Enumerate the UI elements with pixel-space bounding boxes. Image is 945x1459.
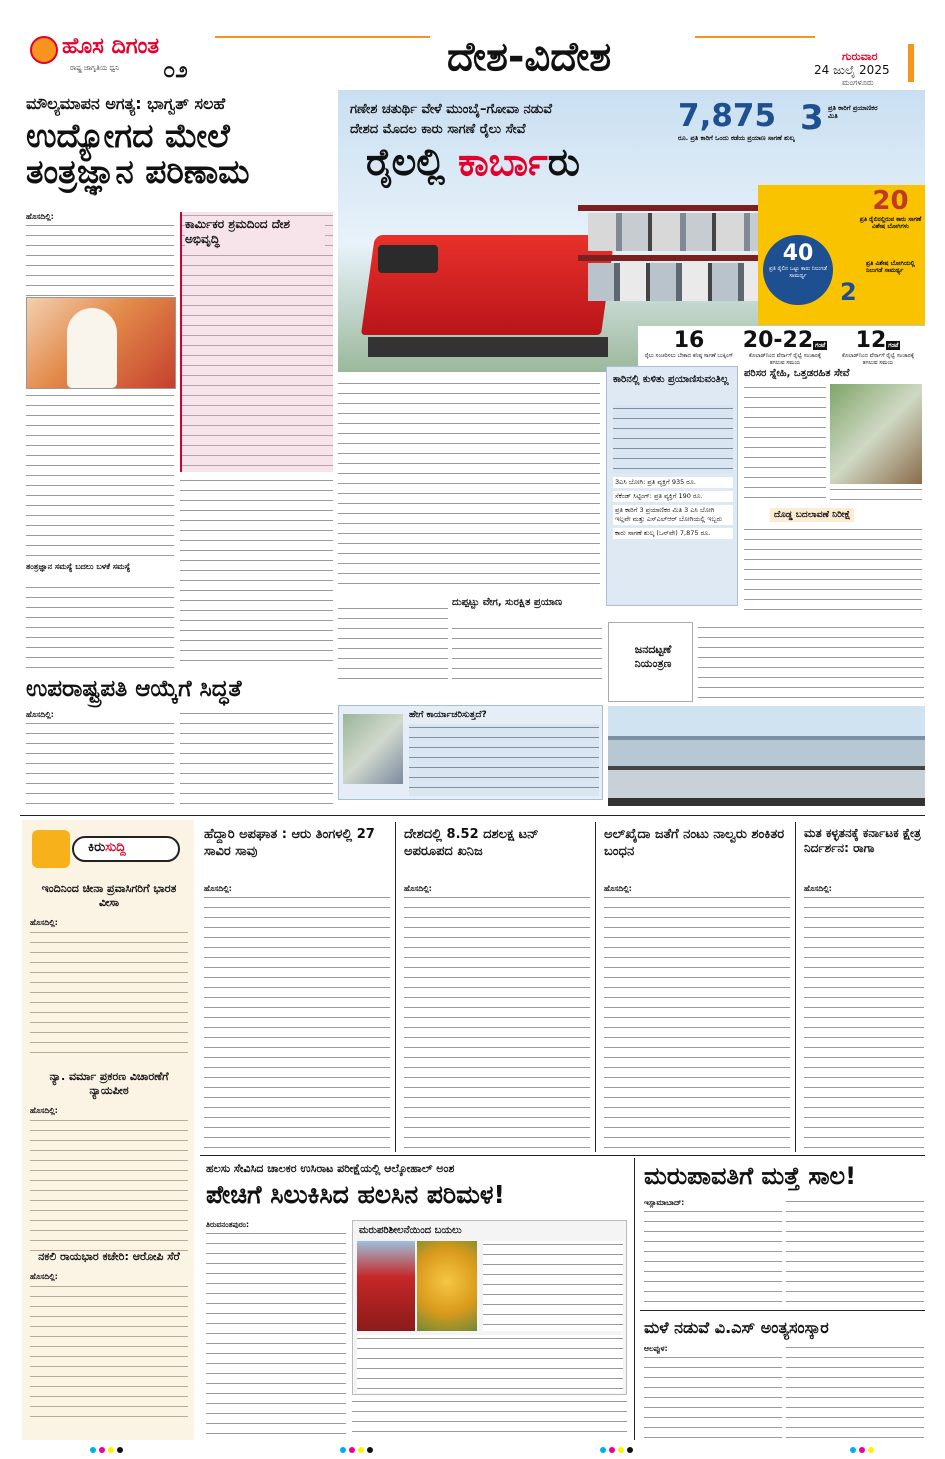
- kiru-item-3: [30, 1250, 188, 1423]
- stat-20-value: 20: [872, 186, 909, 216]
- story-dateline: ಹೊಸದಿಲ್ಲಿ:: [404, 884, 432, 893]
- stat-12-unit: ಗಂಟೆ: [888, 342, 899, 349]
- story-highway: [200, 822, 390, 1152]
- train-headline-b: ಕಾರ್: [458, 140, 548, 184]
- stat-16: [644, 328, 734, 360]
- stat-3-value: 3: [800, 98, 824, 138]
- eco-title: ಪರಿಸರ ಸ್ನೇಹಿ, ಒತ್ತಡರಹಿತ ಸೇವೆ: [744, 368, 850, 379]
- story-dateline: ಹೊಸದಿಲ್ಲಿ:: [204, 884, 232, 893]
- car-box-bullet-1: 3ಎಸಿ ಬೋಗಿ: ಪ್ರತಿ ವ್ಯಕ್ತಿಗೆ 935 ರೂ.: [613, 477, 733, 488]
- col-divider-4: [634, 1158, 635, 1440]
- kiru-label-a: ಕಿರು: [88, 840, 106, 855]
- car-box-bullet-2: ಸೆಕೆಂಡ್ ಸಿಟ್ಟಿಂಗ್: ಪ್ರತಿ ವ್ಯಕ್ತಿಗೆ 190 ರೂ.: [613, 491, 733, 502]
- lead-photo: [26, 297, 176, 389]
- kiru-item-1: [30, 882, 188, 1059]
- story-title: ಅಲ್‌ಖೈದಾ ಜತೆಗೆ ನಂಟು ನಾಲ್ವರು ಶಂಕಿತರ ಬಂಧನ: [604, 827, 785, 859]
- masthead-divider: [215, 36, 430, 38]
- lead-story: [20, 92, 335, 674]
- kiru-item-title: ನ್ಯಾ. ವರ್ಮಾ ಪ್ರಕರಣ ವಿಚಾರಣೆಗೆ ನ್ಯಾಯಪೀಠ: [49, 1070, 169, 1097]
- jack-dateline: ತಿರುವನಂತಪುರಂ:: [206, 1220, 250, 1229]
- maru-headline: ಮರುಪಾವತಿಗೆ ಮತ್ತೆ ಸಾಲ!: [644, 1162, 857, 1190]
- kiru-item-dateline: ಹೊಸದಿಲ್ಲಿ:: [30, 918, 58, 927]
- stat-40-value: 40: [782, 241, 814, 266]
- city: ಮಂಗಳೂರು: [842, 78, 874, 87]
- stat-fare-value: 7,875: [678, 98, 777, 134]
- crowd-section: [608, 622, 925, 807]
- stat-16-label: ರೈಲು ಸಂಚರಿಸಲು ಬೇಕಾದ ಕನಿಷ್ಠ ಸಾಗಣೆ ಬುಕ್ಕಿಂಗ್: [644, 353, 734, 359]
- story-title: ಮತ ಕಳ್ಳತನಕ್ಕೆ ಕರ್ನಾಟಕ ಕ್ಷೇತ್ರ ನಿರ್ದರ್ಶನ: ರಾಗಾ: [804, 826, 921, 855]
- logo-tagline: ರಾಷ್ಟ್ರ ಜಾಗೃತಿಯ ಧ್ವನಿ: [70, 64, 120, 72]
- car-box-bullet-4: ಕಾರು ಸಾಗಣೆ ಶುಲ್ಕ (ಒನ್‌ವೇ) 7,875 ರೂ.: [613, 528, 733, 539]
- eco-subtitle: ದೊಡ್ಡ ಬದಲಾವಣೆ ನಿರೀಕ್ಷೆ: [770, 508, 854, 522]
- masthead-divider-right: [695, 36, 815, 38]
- train-headline-c: ಬಾರು: [547, 140, 580, 184]
- eco-photo: [830, 384, 922, 484]
- masthead: [0, 0, 945, 90]
- jackfruit-photo: [417, 1241, 477, 1331]
- stat-12: [834, 328, 922, 367]
- lead-body-left-3: [26, 584, 174, 670]
- howto-section: [338, 705, 603, 800]
- stat-2: [838, 258, 923, 318]
- col-divider-1: [395, 822, 396, 1152]
- logo-emblem-icon: [30, 36, 58, 64]
- car-box-bullet-3: ಪ್ರತಿ ಕಾರಿಗೆ 3 ಪ್ರಯಾಣಿಕರ ಮಿತಿ 3 ಎಸಿ ಬೋಗಿ ಇಲ್ಲವೇ ಮತ್ತು ಎಸ್ಎಲ್ಆರ್ ಬೋಗಿಯಲ್ಲಿ ಇಬ್ಬರು: [613, 505, 733, 525]
- stat-fare: [678, 98, 796, 160]
- speed-title: ದುಪ್ಪಟ್ಟು ವೇಗ, ಸುರಕ್ಷಿತ ಪ್ರಯಾಣ: [452, 597, 563, 608]
- maru-divider: [640, 1310, 925, 1311]
- jack-headline: ಪೇಚಿಗೆ ಸಿಲುಕಿಸಿದ ಹಲಸಿನ ಪರಿಮಳ!: [206, 1180, 505, 1209]
- jack-kicker: ಹಲಸು ಸೇವಿಸಿದ ಚಾಲಕರ ಉಸಿರಾಟ ಪರೀಕ್ಷೆಯಲ್ಲಿ ಆಲ್ಕೋಹಾಲ್ ಅಂಶ: [206, 1162, 455, 1175]
- col-divider-2: [595, 822, 596, 1152]
- stat-2022: [742, 328, 828, 367]
- date: 24 ಜುಲೈ 2025: [814, 63, 890, 77]
- stat-20-label: ಪ್ರತಿ ರೈಲಿನಲ್ಲಿರುವ ಕಾರು ಸಾಗಣೆ ವಿಶೇಷ ಬೋಗಿಗಳು: [859, 216, 922, 230]
- story-title: ಹೆದ್ದಾರಿ ಅಪಘಾತ : ಆರು ತಿಂಗಳಲ್ಲಿ 27 ಸಾವಿರ ಸಾವು: [204, 827, 375, 859]
- jack-box-title: ಮರುಪರಿಶೀಲನೆಯಿಂದ ಬಯಲು: [359, 1225, 462, 1236]
- lead-sidebar-box: [180, 212, 333, 472]
- kiru-suddi: [22, 820, 194, 1440]
- stat-12-value: 12: [855, 328, 887, 353]
- stat-2-label: ಪ್ರತಿ ವಿಶೇಷ ಬೋಗಿಯಲ್ಲಿ ನಿಲುಗಡೆ ಸಾಮರ್ಥ್ಯ: [866, 260, 915, 274]
- kiru-item-title: ಇಂದಿನಿಂದ ಚೀನಾ ಪ್ರವಾಸಿಗರಿಗೆ ಭಾರತ ವೀಸಾ: [41, 882, 177, 909]
- train-kicker-2: ದೇಶದ ಮೊದಲ ಕಾರು ಸಾಗಣೆ ರೈಲು ಸೇವೆ: [350, 122, 526, 137]
- rain-dateline: ಆಲಪ್ಪುಳ:: [644, 1344, 668, 1353]
- train-intro-text: [338, 380, 600, 592]
- stat-16-value: 16: [673, 328, 705, 353]
- vp-headline: ಉಪರಾಷ್ಟ್ರಪತಿ ಆಯ್ಕೆಗೆ ಸಿದ್ಧತೆ: [26, 676, 242, 702]
- crowd-title-box: [608, 622, 693, 702]
- stat-20: [858, 186, 923, 256]
- masthead-color-bar: [908, 44, 914, 82]
- kiru-label-b: ಸುದ್ದಿ: [105, 840, 126, 855]
- stat-passengers: [800, 98, 910, 148]
- stat-2022-unit: ಗಂಟೆ: [815, 342, 826, 349]
- story-title: ದೇಶದಲ್ಲಿ 8.52 ದಶಲಕ್ಷ ಟನ್ ಅಪರೂಪದ ಖನಿಜ: [404, 827, 539, 859]
- eco-section: [740, 366, 925, 616]
- speed-section: [338, 595, 603, 685]
- kiru-item-dateline: ಹೊಸದಿಲ್ಲಿ:: [30, 1106, 58, 1115]
- vp-dateline: ಹೊಸದಿಲ್ಲಿ:: [26, 710, 54, 719]
- kiru-item-title: ನಕಲಿ ರಾಯಭಾರ ಕಚೇರಿ: ಆರೋಪಿ ಸೆರೆ: [38, 1250, 180, 1263]
- train-hero: [338, 90, 925, 372]
- stat-40-badge: [763, 235, 833, 305]
- maru-dateline: ಇಸ್ಲಾಮಾಬಾದ್:: [644, 1198, 685, 1207]
- lead-headline: ಉದ್ಯೋಗದ ಮೇಲೆ ತಂತ್ರಜ್ಞಾನ ಪರಿಣಾಮ: [26, 116, 250, 191]
- train-headline-a: ರೈಲಲ್ಲಿ: [366, 140, 459, 184]
- maru-story: [640, 1158, 925, 1308]
- jack-box: [352, 1220, 627, 1395]
- story-dateline: ಹೊಸದಿಲ್ಲಿ:: [804, 884, 832, 893]
- section-title: ದೇಶ-ವಿದೇಶ: [447, 34, 612, 80]
- row-divider-bottom: [200, 1155, 925, 1156]
- train-feature: [338, 90, 925, 812]
- story-alqaeda: [600, 822, 790, 1152]
- train-kicker-1: ಗಣೇಶ ಚತುರ್ಥಿ ವೇಳೆ ಮುಂಬೈ–ಗೋವಾ ನಡುವೆ: [350, 102, 553, 117]
- car-box: [606, 366, 738, 606]
- vp-story: [20, 676, 335, 812]
- lead-subhead: ಕಾರ್ಮಿಕರ ಶ್ರಮದಿಂದ ದೇಶ ಅಭಿವೃದ್ಧಿ: [185, 217, 325, 247]
- lead-inline-subhead: ತಂತ್ರಜ್ಞಾನ ಸಮಸ್ಯೆ ಬದಲು ಬಳಕೆ ಸಮಸ್ಯೆ: [26, 562, 174, 572]
- car-box-title: ಕಾರಿನಲ್ಲಿ ಕುಳಿತು ಪ್ರಯಾಣಿಸುವಂತಿಲ್ಲ: [613, 374, 729, 385]
- kiru-item-dateline: ಹೊಸದಿಲ್ಲಿ:: [30, 1272, 58, 1281]
- rain-story: [640, 1314, 925, 1440]
- kiru-item-2: [30, 1070, 188, 1257]
- stat-2-value: 2: [840, 278, 857, 306]
- lead-body-left-2: [26, 392, 174, 562]
- stat-2022-label: ಕೊಲಾಡ್‌ನಿಂದ ವೆರ್ನಾಗೆ ರೈಲ್ವೆ ಸಂಚಾರಕ್ಕೆ ತಗಲುವ ಸಮಯ: [748, 353, 822, 366]
- day: ಗುರುವಾರ: [842, 50, 878, 63]
- lead-body-right: [180, 477, 333, 670]
- speaker-silhouette: [67, 308, 117, 388]
- page-number: ೦೨: [163, 58, 188, 83]
- stat-3-label: ಪ್ರತಿ ಕಾರಿಗೆ ಪ್ರಯಾಣಿಕರ ಮಿತಿ: [828, 104, 878, 120]
- jackfruit-story: [200, 1158, 630, 1440]
- stat-2022-value: 20-22: [742, 328, 814, 353]
- crowd-title: ಜನದಟ್ಟಣೆ ನಿಯಂತ್ರಣ: [634, 643, 672, 670]
- story-votetheft: [800, 822, 925, 1152]
- stat-fare-label: ರೂ. ಪ್ರತಿ ಕಾರಿಗೆ ಒಂದು ಕಡೆಯ ಪ್ರಯಾಣ ಸಾಗಣೆ ಶುಲ್ಕ: [678, 134, 795, 142]
- car-train-photo: [608, 706, 925, 806]
- howto-photo: [343, 714, 403, 784]
- stat-12-label: ಕೊಲಾಡ್‌ನಿಂದ ವೆರ್ನಾಗೆ ರೈಲ್ವೆ ಸಂಚಾರಕ್ಕೆ ತಗಲುವ ಸಮಯ: [841, 353, 915, 366]
- howto-title: ಹೇಗೆ ಕಾರ್ಯಾಚರಿಸುತ್ತದೆ?: [409, 710, 487, 720]
- bus-photo: [357, 1241, 415, 1331]
- kiru-badge: [32, 828, 182, 872]
- registration-marks: [90, 1447, 890, 1455]
- story-dateline: ಹೊಸದಿಲ್ಲಿ:: [604, 884, 632, 893]
- megaphone-icon: [32, 830, 70, 868]
- story-minerals: [400, 822, 590, 1152]
- stat-40-label: ಪ್ರತಿ ರೈಲಿನ ಒಟ್ಟು ಕಾರು ನಿಲುಗಡೆ ಸಾಮರ್ಥ್ಯ: [769, 266, 827, 279]
- logo: [30, 32, 230, 88]
- lead-dateline: ಹೊಸದಿಲ್ಲಿ:: [26, 212, 54, 221]
- col-divider-3: [795, 822, 796, 1152]
- rain-headline: ಮಳೆ ನಡುವೆ ವಿ.ಎಸ್ ಅಂತ್ಯಸಂಸ್ಕಾರ: [644, 1318, 829, 1337]
- logo-title: ಹೊಸ ದಿಗಂತ: [62, 34, 160, 59]
- lead-kicker: ಮೌಲ್ಯಮಾಪನ ಅಗತ್ಯ: ಭಾಗ್ವತ್ ಸಲಹೆ: [26, 94, 226, 113]
- locomotive-image: [338, 215, 608, 370]
- train-headline: [366, 140, 580, 185]
- row-divider-top: [20, 815, 925, 816]
